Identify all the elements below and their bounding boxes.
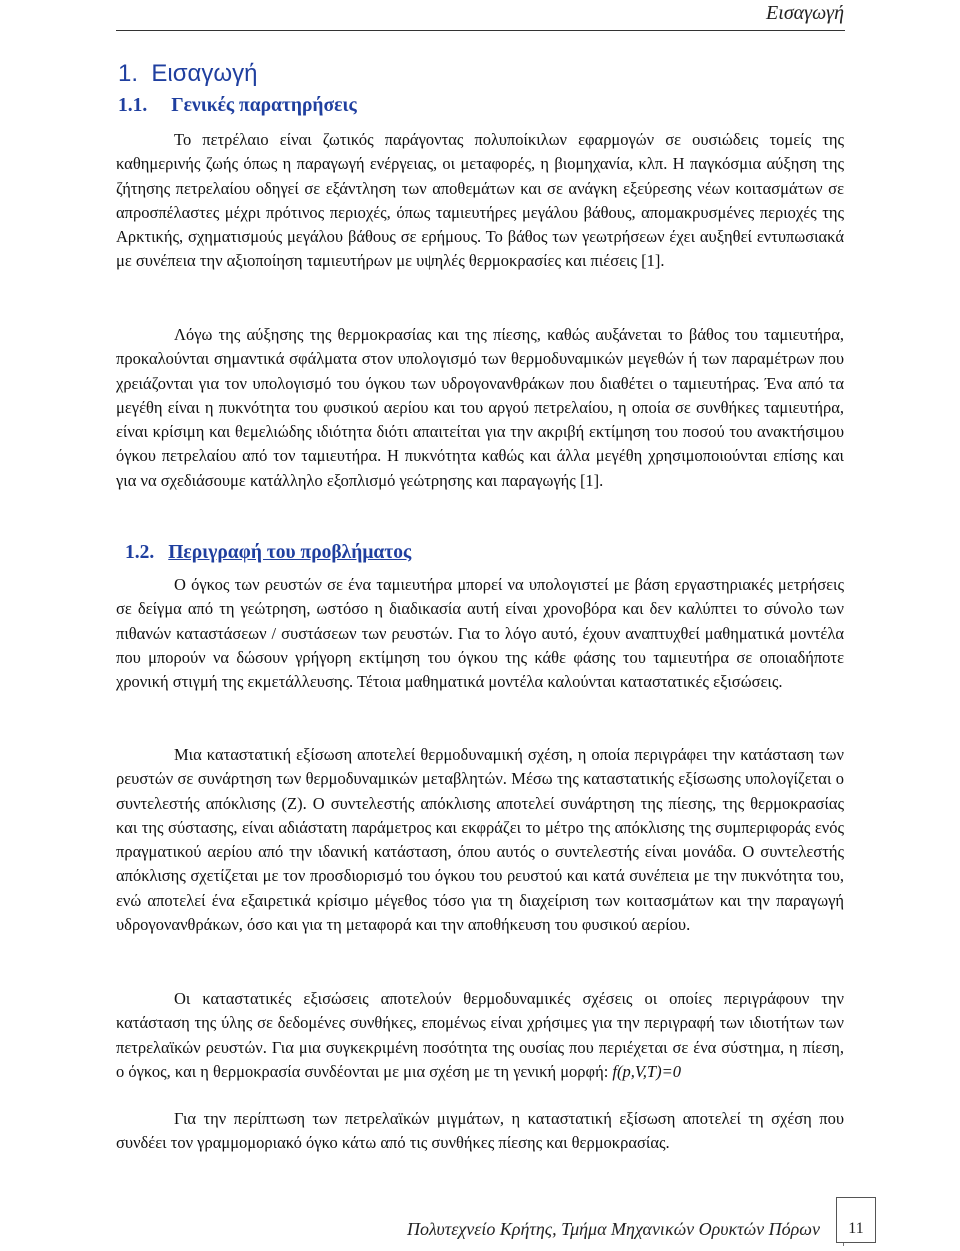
paragraph: Για την περίπτωση των πετρελαϊκών μιγμάτων, η καταστατική εξίσωση αποτελεί τη σχέση που συνδέει τον γραμμομοριακό όγκο κάτω από τις συνθήκες πίεσης και θερμοκρασίας. (116, 1109, 844, 1153)
chapter-number: 1. (118, 60, 139, 87)
paragraph-text: Οι καταστατικές εξισώσεις αποτελούν θερμοδυναμικές σχέσεις οι οποίες περιγράφουν την κατάσταση της ύλης σε δεδομένες συνθήκες, επομένως είναι χρήσιμες για την περιγραφή των ιδιοτήτων των πετρελαϊκών ρευστών. Για μια συγκεκριμένη ποσότητα της ουσίας που περιέχεται σε ένα σύστημα, η πίεση, ο όγκος, και η θερμοκρασία συνδέονται με μια σχέση με τη γενική μορφή: (116, 989, 844, 1081)
chapter-title-text: Εισαγωγή (151, 60, 258, 87)
section-heading-1-2 (125, 542, 411, 564)
section-number: 1.2. (125, 542, 155, 563)
running-header: Εισαγωγή (766, 2, 844, 24)
section-title-text: Γενικές παρατηρήσεις (171, 95, 357, 116)
section-title-text: Περιγραφή του προβλήματος (168, 542, 412, 563)
paragraph: Ο όγκος των ρευστών σε ένα ταμιευτήρα μπορεί να υπολογιστεί με βάση εργαστηριακές μετρήσεις σε δείγμα από τη γεώτρηση, ωστόσο η διαδικασία αυτή είναι χρονοβόρα και δεν καλύπτει το σύνολο των πιθανών καταστάσεων / συστάσεων των ρευστών. Για το λόγο αυτό, έχουν αναπτυχθεί μαθηματικά μοντέλα που μπορούν να δώσουν γρήγορη εκτίμηση του όγκου της κάθε φάσης του ταμιευτήρα σε οποιαδήποτε χρονική στιγμή της εκμετάλλευσης. Τέτοια μαθηματικά μοντέλα καλούνται καταστατικές εξισώσεις. (116, 575, 844, 692)
footer-institution: Πολυτεχνείο Κρήτης, Τμήμα Μηχανικών Ορυκτών Πόρων (407, 1219, 820, 1239)
section-heading-1-1 (118, 95, 357, 117)
chapter-title (118, 60, 257, 88)
state-equation-formula: f(p,V,T)=0 (612, 1061, 681, 1081)
paragraph: Λόγω της αύξησης της θερμοκρασίας και της πίεσης, καθώς αυξάνεται το βάθος του ταμιευτήρα, προκαλούνται σημαντικά σφάλματα στον υπολογισμό των θερμοδυναμικών μεγεθών ή των παραμέτρων που χρειάζονται για τον υπολογισμό του όγκου των υδρογονανθράκων που διαθέτει ο ταμιευτήρας. Ένα από τα μεγέθη είναι η πυκνότητα του φυσικού αερίου και του αργού πετρελαίου, η οποία σε συνθήκες ταμιευτήρα, είναι κρίσιμη και θεμελιώδης ιδιότητα διότι απαιτείται για την ακριβή εκτίμηση του ποσού του ανακτήσιμου όγκου πετρελαίου από τον ταμιευτήρα. Η πυκνότητα καθώς και άλλα μεγέθη χρησιμοποιούνται επίσης και για να σχεδιάσουμε κατάλληλο εξοπλισμό γεώτρησης και παραγωγής [1]. (116, 325, 844, 490)
paragraph (116, 987, 844, 1084)
header-rule (116, 30, 845, 31)
paragraph: Μια καταστατική εξίσωση αποτελεί θερμοδυναμική σχέση, η οποία περιγράφει την κατάσταση των ρευστών σε συνάρτηση των θερμοδυναμικών μεταβλητών. Μέσω της καταστατικής εξίσωσης υπολογίζεται ο συντελεστής απόκλισης (Z). Ο συντελεστής απόκλισης αποτελεί συνάρτηση της πίεσης, της θερμοκρασίας και της σύστασης, είναι αδιάστατη παράμετρος και εκφράζει το μέτρο της απόκλισης της συμπεριφοράς ενός πραγματικού αερίου από την ιδανική κατάσταση, όπου αυτός ο συντελεστής είναι μονάδα. Ο συντελεστής απόκλισης σχετίζεται με τον προσδιορισμό του όγκου του ρευστού και κατά συνέπεια με την πυκνότητα του, ενώ αποτελεί ένα εξαιρετικά κρίσιμο μέγεθος τόσο για τη διαχείριση των κοιτασμάτων και την παραγωγή υδρογονανθράκων, όσο και για τη μεταφορά και την αποθήκευση του φυσικού αερίου. (116, 745, 844, 935)
page-number: 11 (836, 1197, 876, 1243)
section-number: 1.1. (118, 95, 148, 116)
paragraph: Το πετρέλαιο είναι ζωτικός παράγοντας πολυποίκιλων εφαρμογών σε ουσιώδεις τομείς της καθημερινής ζωής όπως η παραγωγή ενέργειας, οι μεταφορές, η βιομηχανία, κλπ. Η παγκόσμια αύξηση της ζήτησης πετρελαίου οδηγεί σε εξάντληση των αποθεμάτων και σε ανάγκη εξεύρεσης νέων κοιτασμάτων σε απροσπέλαστες μέχρι πρότινος περιοχές, όπως ταμιευτήρες μεγάλου βάθους, απομακρυσμένες περιοχές της Αρκτικής, σχηματισμούς μεγάλου βάθους σε ερήμους. Το βάθος των γεωτρήσεων έχει αυξηθεί εντυπωσιακά με συνέπεια την αξιοποίηση ταμιευτήρων με υψηλές θερμοκρασίες και πιέσεις [1]. (116, 130, 844, 271)
